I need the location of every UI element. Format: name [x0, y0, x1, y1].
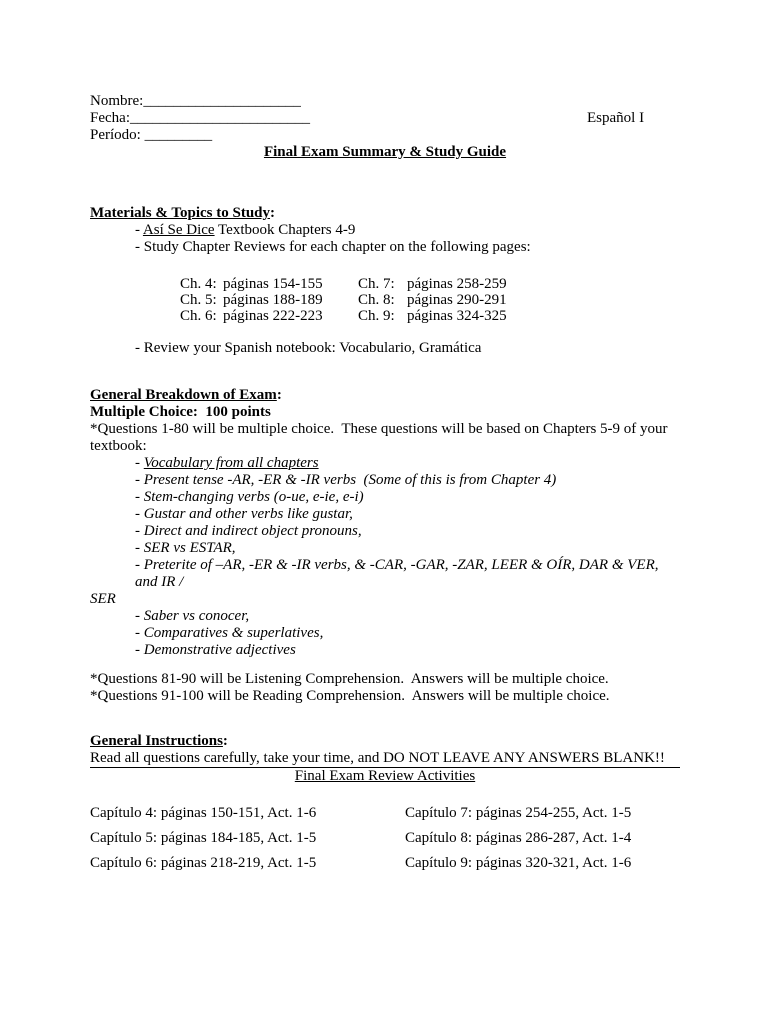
- materials-heading: Materials & Topics to Study:: [90, 205, 276, 221]
- mc-intro-line2: textbook:: [90, 438, 147, 454]
- chapter-label: Ch. 8:: [358, 292, 395, 308]
- chapter-label: Ch. 4:: [180, 276, 217, 292]
- list-item: [90, 805, 680, 822]
- nombre-blank-line: Nombre:_____________________: [90, 93, 301, 109]
- bullet-preterite-line2: SER: [90, 591, 116, 607]
- capitulo-right: Capítulo 7: páginas 254-255, Act. 1-5: [405, 805, 632, 821]
- instructions-heading: General Instructions:: [90, 733, 228, 749]
- chapter-pages: páginas 222-223: [223, 308, 323, 324]
- mc-intro-line1: *Questions 1-80 will be multiple choice. These questions will be based on Chapters 5-9 of your: [90, 421, 668, 437]
- instructions-section: [90, 733, 680, 872]
- capitulo-left: Capítulo 4: páginas 150-151, Act. 1-6: [90, 805, 317, 821]
- fecha-blank-line: Fecha:________________________: [90, 110, 310, 126]
- review-activities-title: Final Exam Review Activities: [294, 768, 476, 784]
- review-activities-list: [90, 805, 680, 872]
- bullet-present-tense: - Present tense -AR, -ER & -IR verbs (Some of this is from Chapter 4): [135, 472, 557, 488]
- chapter-pages: páginas 258-259: [407, 276, 507, 292]
- list-item: [90, 830, 680, 847]
- reading-line: *Questions 91-100 will be Reading Comprehension. Answers will be multiple choice.: [90, 688, 610, 704]
- chapter-label: Ch. 5:: [180, 292, 217, 308]
- points-line: Multiple Choice: 100 points: [90, 404, 271, 420]
- bullet-saber-conocer: - Saber vs conocer,: [135, 608, 250, 624]
- fecha-row: [90, 110, 680, 127]
- table-row: [180, 292, 680, 308]
- bullet-gustar: - Gustar and other verbs like gustar,: [135, 506, 353, 522]
- materials-section: [90, 205, 680, 357]
- capitulo-left: Capítulo 5: páginas 184-185, Act. 1-5: [90, 830, 317, 846]
- capitulo-left: Capítulo 6: páginas 218-219, Act. 1-5: [90, 855, 317, 871]
- bullet-vocabulary: - Vocabulary from all chapters: [135, 455, 319, 471]
- materials-item-notebook: - Review your Spanish notebook: Vocabulario, Gramática: [135, 340, 482, 356]
- chapter-label: Ch. 6:: [180, 308, 217, 324]
- chapter-pages-table: [180, 276, 680, 324]
- table-row: [180, 308, 680, 324]
- document-header: [90, 93, 680, 161]
- materials-item-reviews: - Study Chapter Reviews for each chapter on the following pages:: [135, 239, 531, 255]
- capitulo-right: Capítulo 8: páginas 286-287, Act. 1-4: [405, 830, 632, 846]
- bullet-demonstratives: - Demonstrative adjectives: [135, 642, 296, 658]
- bullet-object-pronouns: - Direct and indirect object pronouns,: [135, 523, 362, 539]
- read-all-line: Read all questions carefully, take your time, and DO NOT LEAVE ANY ANSWERS BLANK!!: [90, 750, 680, 768]
- listening-line: *Questions 81-90 will be Listening Comprehension. Answers will be multiple choice.: [90, 671, 609, 687]
- breakdown-section: [90, 387, 680, 705]
- page-title: Final Exam Summary & Study Guide: [263, 144, 507, 160]
- capitulo-right: Capítulo 9: páginas 320-321, Act. 1-6: [405, 855, 632, 871]
- chapter-pages: páginas 154-155: [223, 276, 323, 292]
- chapter-pages: páginas 290-291: [407, 292, 507, 308]
- bullet-comparatives: - Comparatives & superlatives,: [135, 625, 324, 641]
- chapter-label: Ch. 9:: [358, 308, 395, 324]
- materials-item-textbook: - Así Se Dice Textbook Chapters 4-9: [135, 222, 356, 238]
- bullet-stem-changing: - Stem-changing verbs (o-ue, e-ie, e-i): [135, 489, 364, 505]
- chapter-pages: páginas 324-325: [407, 308, 507, 324]
- table-row: [180, 276, 680, 292]
- chapter-label: Ch. 7:: [358, 276, 395, 292]
- breakdown-heading: General Breakdown of Exam:: [90, 387, 282, 403]
- list-item: [90, 855, 680, 872]
- periodo-blank-line: Período: _________: [90, 127, 213, 143]
- textbook-title: Así Se Dice: [142, 222, 215, 238]
- course-label: Español I: [587, 110, 645, 126]
- bullet-preterite-line1: - Preterite of –AR, -ER & -IR verbs, & -CAR, -GAR, -ZAR, LEER & OÍR, DAR & VER, and IR /: [135, 557, 663, 590]
- chapter-pages: páginas 188-189: [223, 292, 323, 308]
- bullet-ser-vs-estar: - SER vs ESTAR,: [135, 540, 236, 556]
